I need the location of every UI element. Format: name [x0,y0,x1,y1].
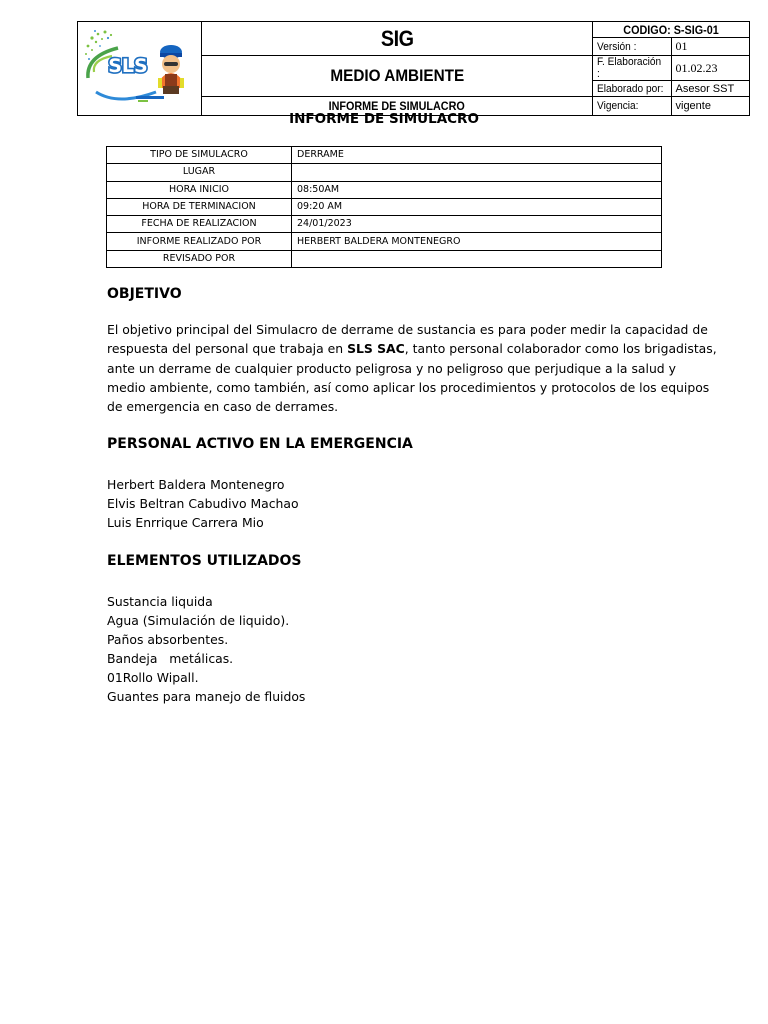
elemento-item: Paños absorbentes. [107,632,229,647]
personal-heading: PERSONAL ACTIVO EN LA EMERGENCIA [107,436,413,452]
document-header [77,21,750,116]
table-row [107,164,662,181]
elemento-item: Guantes para manejo de fluidos [107,689,306,704]
row-value [292,250,662,267]
table-row [107,250,662,267]
version-label-cell: Versión : [593,38,672,56]
table-row [107,147,662,164]
code-cell [593,22,750,38]
f-elaboracion-value: 01.02.23 [671,56,750,81]
row-value: 09:20 AM [292,198,662,215]
document-code: CODIGO: S-SIG-01 [623,22,719,37]
row-key: HORA INICIO [107,181,292,198]
medio-ambiente-cell [202,56,593,97]
elemento-item: 01Rollo Wipall. [107,670,199,685]
f-elaboracion-label-cell: F. Elaboración : [593,56,672,81]
sig-title: SIG [380,25,414,51]
company-logo [78,26,201,111]
row-value: 08:50AM [292,181,662,198]
vigencia-value: vigente [671,97,750,116]
objetivo-text-end: , tanto personal colaborador como los brigadistas, ante un derrame de cualquier producto peligrosa y no peligroso que perjudique a la salud y medio ambiente, como también, así como aplicar los procedimientos y protocolos de los equipos de emergencia en caso de derrames. [107,341,717,415]
row-key: INFORME REALIZADO POR [107,233,292,250]
row-key: LUGAR [107,164,292,181]
row-value [292,164,662,181]
medio-ambiente-title: MEDIO AMBIENTE [330,66,464,85]
sls-logo-icon [78,26,201,111]
table-row [107,181,662,198]
row-value: DERRAME [292,147,662,164]
elementos-heading: ELEMENTOS UTILIZADOS [107,553,302,569]
row-value: HERBERT BALDERA MONTENEGRO [292,233,662,250]
row-key: HORA DE TERMINACION [107,198,292,215]
row-value: 24/01/2023 [292,216,662,233]
elemento-item: Sustancia liquida [107,594,213,609]
document-title: INFORME DE SIMULACRO [289,111,479,127]
elaborado-por-label-cell: Elaborado por: [593,81,672,97]
table-row [107,198,662,215]
personal-name: Elvis Beltran Cabudivo Machao [107,496,299,511]
personal-name: Herbert Baldera Montenegro [107,477,285,492]
elemento-item: Agua (Simulación de liquido). [107,613,290,628]
objetivo-heading: OBJETIVO [107,286,182,302]
informe-simulacro-subtitle: INFORME DE SIMULACRO [328,99,466,113]
version-value: 01 [671,38,750,56]
vigencia-label-cell: Vigencia: [593,97,672,116]
simulacro-info-table [106,146,662,268]
company-logo-cell [78,22,202,116]
sig-cell [202,22,593,56]
table-row [107,233,662,250]
elemento-item: Bandeja metálicas. [107,651,234,666]
elaborado-por-value: Asesor SST [671,81,750,97]
company-name: SLS SAC [347,341,405,357]
objetivo-text-start: El objetivo principal del Simulacro de derrame de sustancia es para poder medir la capacidad de respuesta del personal que trabaja en [107,322,708,357]
row-key: REVISADO POR [107,250,292,267]
table-row [107,216,662,233]
svg-text:SLS: SLS [108,55,148,77]
row-key: TIPO DE SIMULACRO [107,147,292,164]
objetivo-paragraph [107,320,717,416]
row-key: FECHA DE REALIZACION [107,216,292,233]
personal-name: Luis Enrrique Carrera Mio [107,515,264,530]
